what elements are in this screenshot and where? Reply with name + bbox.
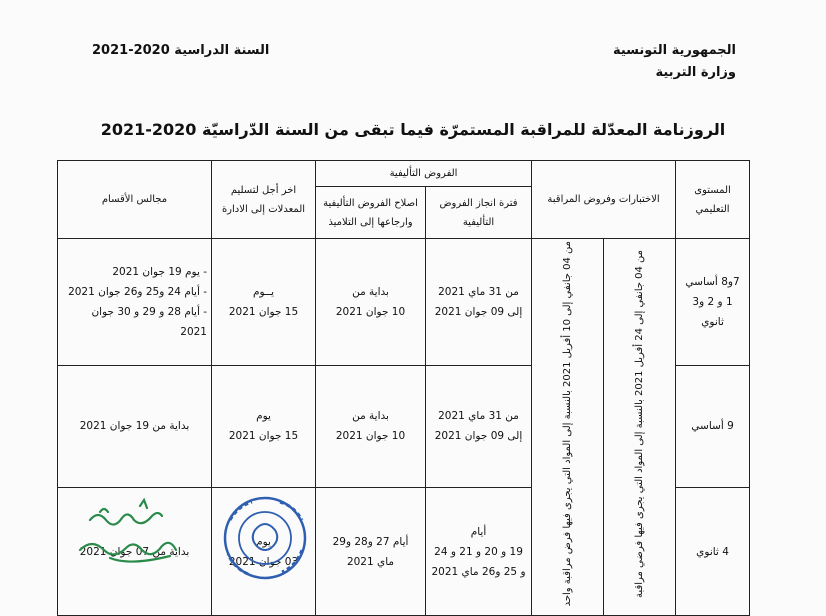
header-tests: الاختبارات وفروض المراقبة	[532, 161, 676, 239]
tests-one-control-text: من 04 جانفي إلى 10 أفريل 2021 بالنسبة إلى المواد التي يجرى فيها فرض مراقبة واحد	[561, 241, 573, 607]
deadline-cell	[212, 239, 316, 366]
correction-line: 10 جوان 2021	[335, 430, 406, 443]
councils-line: - يوم 19 جوان 2021	[112, 265, 207, 278]
level-line: 1 و 2 و3 ثانوي	[692, 295, 733, 328]
deadline-line: يــوم	[253, 285, 274, 298]
level-line: 7و8 أساسي	[685, 275, 740, 288]
correction-line: بداية من	[352, 410, 389, 423]
deadline-line: يوم	[256, 410, 271, 423]
level-cell	[676, 239, 750, 366]
header-correction: اصلاح الفروض التأليفية وارجاعها إلى التلاميذ	[316, 187, 426, 239]
deadline-line: 03 جوان 2021	[228, 555, 299, 568]
deadline-line: يوم	[256, 535, 271, 548]
ministry-name: وزارة التربية	[655, 65, 736, 80]
header-period: فترة انجاز الفروض التأليفية	[426, 187, 532, 239]
ministry-header	[613, 40, 736, 84]
header-level: المستوى التعليمي	[676, 161, 750, 239]
level-cell	[676, 365, 750, 487]
correction-cell	[316, 488, 426, 616]
tests-two-controls-text: من 04 جانفي إلى 24 أفريل 2021 بالنسبة إلى المواد التي يجرى فيها فرضي مراقبة	[633, 249, 645, 598]
period-line: أيام	[470, 525, 487, 538]
tests-one-control	[532, 239, 604, 616]
document-title: الروزنامة المعدّلة للمراقبة المستمرّة فيما تبقى من السنة الدّراسيّة 2020-2021	[100, 120, 726, 139]
period-line: إلى 09 جوان 2021	[434, 430, 523, 443]
period-cell	[426, 365, 532, 487]
period-line: و 25 و26 ماي 2021	[431, 565, 526, 578]
councils-line: بداية من 19 جوان 2021	[79, 420, 190, 433]
period-cell	[426, 239, 532, 366]
period-line: 19 و 20 و 21 و 24	[434, 545, 523, 558]
header-councils: مجالس الأقسام	[58, 161, 212, 239]
period-cell	[426, 488, 532, 616]
official-seal-icon	[225, 498, 305, 578]
councils-cell	[58, 365, 212, 487]
period-line: من 31 ماي 2021	[438, 410, 519, 423]
level-line: 4 ثانوي	[696, 545, 729, 558]
header-deadline: اخر أجل لتسليم المعدلات إلى الادارة	[212, 161, 316, 239]
correction-line: 10 جوان 2021	[335, 305, 406, 318]
republic-name: الجمهورية التونسية	[612, 43, 736, 58]
councils-cell	[58, 239, 212, 366]
tests-two-controls	[604, 239, 676, 616]
deadline-cell	[212, 365, 316, 487]
correction-line: بداية من	[352, 285, 389, 298]
deadline-line: 15 جوان 2021	[228, 305, 299, 318]
correction-cell	[316, 239, 426, 366]
councils-line: - أيام 24 و25 و26 جوان 2021	[68, 285, 207, 298]
period-line: إلى 09 جوان 2021	[434, 305, 523, 318]
deadline-line: 15 جوان 2021	[228, 430, 299, 443]
signature-icon	[80, 500, 176, 562]
correction-line: أيام 27 و28 و29	[332, 535, 409, 548]
level-line: 9 أساسي	[691, 420, 734, 433]
councils-line: - أيام 28 و 29 و 30 جوان 2021	[91, 305, 207, 338]
header-synthesis: الفروض التأليفية	[316, 161, 532, 187]
correction-cell	[316, 365, 426, 487]
level-cell	[676, 488, 750, 616]
councils-line: بداية من 07 جوان 2021	[79, 545, 190, 558]
correction-line: ماي 2021	[346, 555, 395, 568]
school-year: السنة الدراسية 2020-2021	[92, 43, 270, 58]
period-line: من 31 ماي 2021	[438, 285, 519, 298]
stamps-and-signature	[70, 490, 330, 580]
